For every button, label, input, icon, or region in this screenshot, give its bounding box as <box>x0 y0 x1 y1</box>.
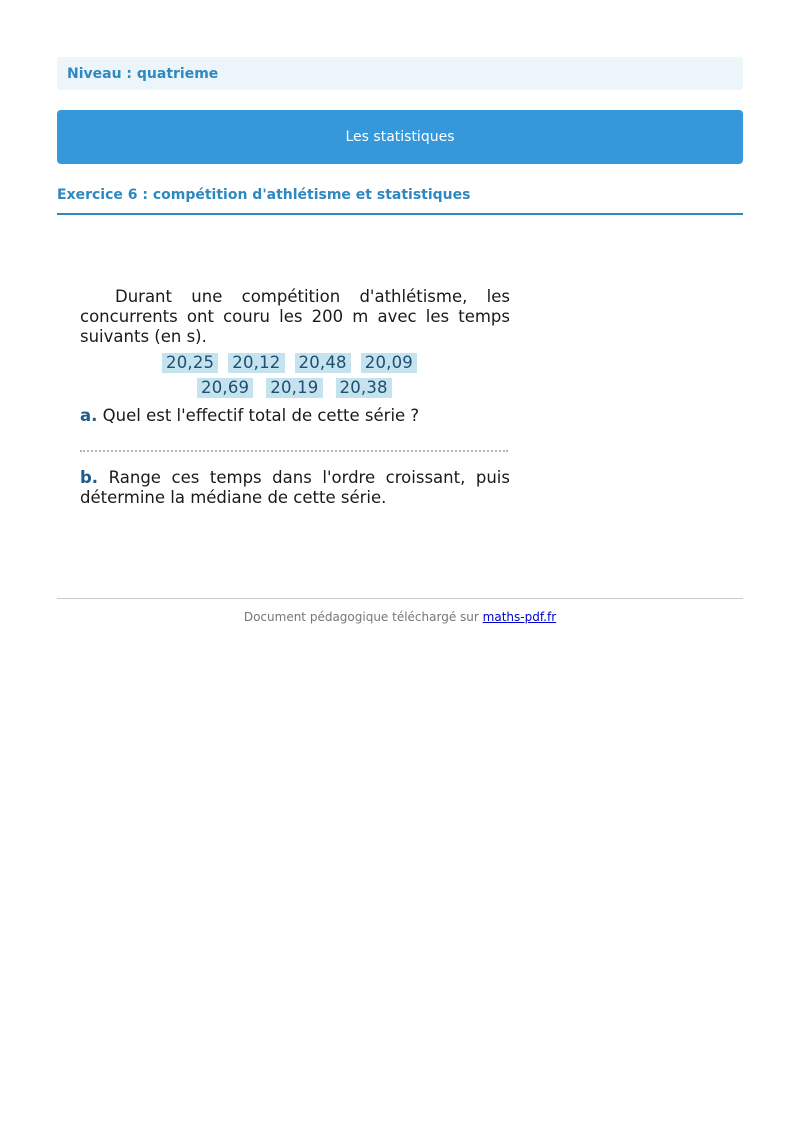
topic-title: Les statistiques <box>345 129 455 145</box>
question-a <box>80 406 510 426</box>
topic-banner <box>57 110 743 164</box>
exercise-intro: Durant une compétition d'athlétisme, les concurrents ont couru les 200 m avec les temps suivants (en s). <box>80 287 510 346</box>
footer-divider <box>57 598 743 599</box>
footer-link[interactable]: maths-pdf.fr <box>482 610 557 624</box>
question-b-letter: b. <box>80 468 99 487</box>
time-value: 20,48 <box>295 353 351 373</box>
time-value: 20,19 <box>266 378 322 398</box>
time-value: 20,09 <box>361 353 417 373</box>
time-value: 20,12 <box>228 353 284 373</box>
question-b <box>80 468 510 508</box>
footer <box>57 610 743 624</box>
time-value: 20,25 <box>162 353 218 373</box>
footer-text: Document pédagogique téléchargé sur <box>243 610 479 624</box>
exercise-title: Exercice 6 : compétition d'athlétisme et statistiques <box>57 185 743 215</box>
question-a-letter: a. <box>80 406 98 425</box>
values-row-1 <box>80 353 510 373</box>
question-b-text: Range ces temps dans l'ordre croissant, puis détermine la médiane de cette série. <box>80 468 510 507</box>
values-row-2 <box>80 378 510 398</box>
level-label: Niveau : quatrieme <box>67 65 219 82</box>
time-value: 20,38 <box>336 378 392 398</box>
answer-dotted-line <box>80 450 508 452</box>
time-value: 20,69 <box>197 378 253 398</box>
level-banner <box>57 57 743 90</box>
question-a-text: Quel est l'effectif total de cette série ? <box>102 406 420 425</box>
exercise-content <box>80 285 510 508</box>
